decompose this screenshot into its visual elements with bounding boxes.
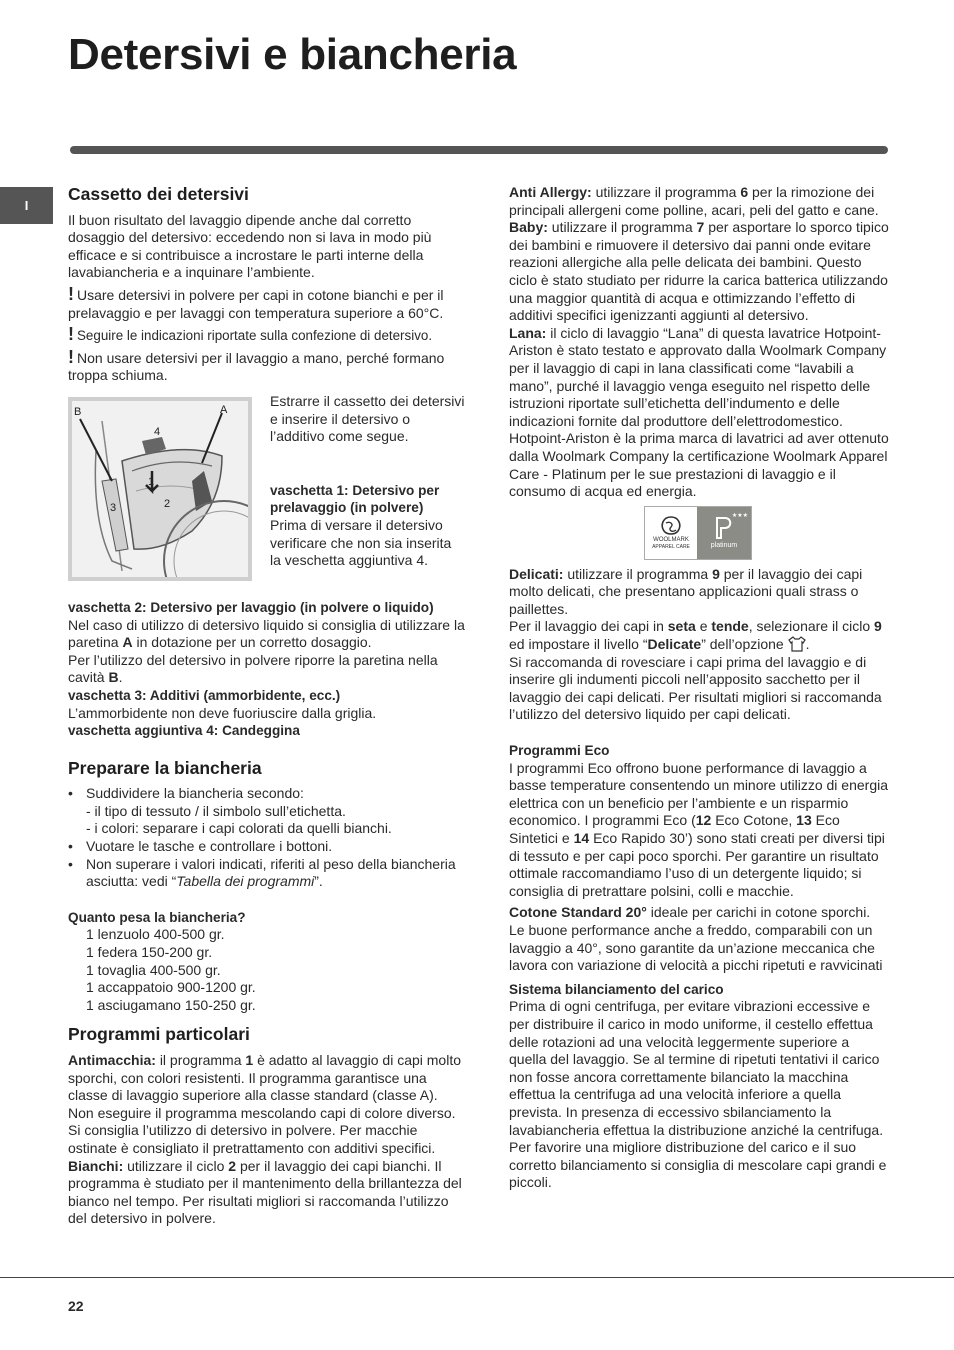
- compartment-2-text: Nel caso di utilizzo di detersivo liquido si consiglia di utilizzare la paretina A in dotazione per un corretto dosaggio.: [68, 616, 465, 651]
- drawer-instructions: [270, 393, 466, 570]
- bianchi-paragraph: Bianchi: utilizzare il ciclo 2 per il lavaggio dei capi bianchi. Il programma è studiato per il mantenimento della brillantezza del bianco nel tempo. Per risultati migliori si raccomanda l’utilizzo del detersivo in polvere.: [68, 1157, 462, 1227]
- list-item: 1 lenzuolo 400-500 gr.: [86, 926, 225, 943]
- drawer-block: [68, 393, 466, 599]
- warning-1: ! Usare detersivi in polvere per capi in cotone bianchi e per il prelavaggio e per lavaggi con temperatura superiore a 60°C.: [68, 283, 444, 321]
- section-heading-particolari: Programmi particolari: [68, 1024, 250, 1045]
- cassetto-intro: Il buon risultato del lavaggio dipende anche dal corretto dosaggio del detersivo: eccedendo non si lava in modo più efficace e si contribuisce a incrostare le parti interne della lavabiancheria e a inquinare l’ambiente.: [68, 211, 432, 281]
- list-item: • Suddividere la biancheria secondo: - il tipo di tessuto / il simbolo sull’etichetta. - i colori: separare i capi colorati da quelli bianchi.: [68, 785, 466, 838]
- drawer-drawing: [72, 401, 248, 577]
- compartment-2-text-powder: Per l’utilizzo del detersivo in polvere riporre la paretina nella cavità B.: [68, 651, 438, 686]
- eco-paragraph: I programmi Eco offrono buone performance di lavaggio a basse temperature consentendo un minore utilizzo di energia elettrica con un beneficio per l’ambiente e un risparmio economico. I programmi Eco (12 Eco Cotone, 13 Eco Sintetici e 14 Eco Rapido 30’) sono stati creati per diversi tipi di tessuto e per capi poco sporchi. Per garantire un risultato ottimale raccomandiamo l’uso di un detergente liquido; si consiglia di pretrattare polsini, colli e macchie.: [509, 759, 889, 899]
- warning-3: ! Non usare detersivi per il lavaggio a mano, perché formano troppa schiuma.: [68, 346, 445, 384]
- label-4: 4: [154, 425, 161, 438]
- antiallergy-paragraph: Anti Allergy: utilizzare il programma 6 per la rimozione dei principali allergeni come polline, acari, peli del gatto e cane.: [509, 184, 879, 218]
- page-title: Detersivi e biancheria: [68, 30, 517, 79]
- section-heading-preparare: Preparare la biancheria: [68, 757, 262, 778]
- label-3: 3: [110, 501, 117, 514]
- list-item: • Vuotare le tasche e controllare i bottoni.: [68, 838, 466, 856]
- label-b: B: [74, 405, 82, 418]
- footer-divider: [0, 1277, 954, 1278]
- extract-instruction: Estrarre il cassetto dei detersivi e inserire il detersivo o l’additivo come segue.: [270, 392, 465, 445]
- list-item: • Non superare i valori indicati, riferiti al peso della biancheria asciutta: vedi “Tabella dei programmi”.: [68, 856, 466, 891]
- compartment-3-title: vaschetta 3: Additivi (ammorbidente, ecc.): [68, 687, 341, 703]
- antimacchia-paragraph: Antimacchia: il programma 1 è adatto al lavaggio di capi molto sporchi, con colori resistenti. Il programma garantisce una classe di lavaggio superiore alla classe standard (classe A). Non eseguire il programma mescolando capi di colore diverso. Si consiglia l’utilizzo di detersivo in polvere. Per macchie ostinate è consigliato il pretrattamento con additivi specifici.: [68, 1052, 462, 1156]
- compartment-1-text: Prima di versare il detersivo verificare che non sia inserita la veschetta aggiuntiva 4.: [270, 516, 452, 569]
- label-a: A: [220, 403, 228, 416]
- warning-icon: !: [68, 283, 74, 304]
- list-item: 1 tovaglia 400-500 gr.: [86, 961, 221, 978]
- list-item: 1 accappatoio 900-1200 gr.: [86, 979, 256, 996]
- left-column: [68, 186, 466, 1228]
- sistema-heading: Sistema bilanciamento del carico: [509, 981, 724, 997]
- label-2: 2: [164, 497, 171, 510]
- woolmark-icon: [658, 515, 684, 537]
- lana-paragraph: Lana: il ciclo di lavaggio “Lana” di questa lavatrice Hotpoint-Ariston è stato testato e approvato dalla Woolmark Company per il lavaggio di capi in lana classificati come “lavabili a mano”, purché il lavaggio venga eseguito nel rispetto delle istruzioni riportate sull’etichetta dell’indumento e delle indicazioni fornite dal produttore dell’elettrodomestico. Hotpoint-Ariston è la prima marca di lavatrici ad aver ottenuto dalla Woolmark Company la certificazione Woolmark Apparel Care - Platinum per le sue prestazioni di lavaggio e il consumo di acqua ed energia.: [509, 324, 889, 500]
- detergent-drawer-illustration: [68, 397, 252, 581]
- warning-icon: !: [68, 346, 74, 367]
- sistema-paragraph: Prima di ogni centrifuga, per evitare vibrazioni eccessive e per distribuire il carico in modo uniforme, il cestello effettua delle rotazioni ad una velocità leggermente superiore a quella del lavaggio. Se al termine di ripetuti tentativi il carico non fosse ancora correttamente bilanciato la macchina effettua la centrifuga ad una velocità inferiore a quella prevista. In presenza di eccessivo sbilanciamento la lavabiancheria effettua la distribuzione anziché la centrifuga. Per favorire una migliore distribuzione del carico e il suo corretto bilanciamento si consiglia di mescolare capi grandi e piccoli.: [509, 998, 887, 1191]
- warning-2: ! Seguire le indicazioni riportate sulla confezione di detersivo.: [68, 324, 433, 345]
- delicati-paragraph: Delicati: utilizzare il programma 9 per il lavaggio dei capi molto delicati, che presentano applicazioni quali strass o paillettes.: [509, 565, 863, 617]
- warning-icon: !: [68, 324, 74, 345]
- title-divider: [70, 146, 888, 154]
- baby-paragraph: Baby: utilizzare il programma 7 per asportare lo sporco tipico dei bambini e rimuovere il detersivo dai panni onde evitare reazioni allergiche alla pelle delicata dei bambini. Questo ciclo è stato studiato per ridurre la carica batterica utilizzando una maggior quantità di acqua e ottimizzando l’effetto di additivi specifici igenizzanti aggiunti al detersivo.: [509, 219, 889, 324]
- delicati-advice: Si raccomanda di rovesciare i capi prima del lavaggio e di inserire gli indumenti piccoli nell’apposito sacchetto per il lavaggio dei capi delicati. Per risultati migliori si raccomanda l’utilizzo del detersivo liquido per capi delicati.: [509, 653, 882, 723]
- preparare-list: [68, 785, 466, 891]
- section-heading-cassetto: Cassetto dei detersivi: [68, 184, 249, 204]
- platinum-mark: ★★★ platinum: [697, 507, 751, 559]
- woolmark-logo: [644, 506, 752, 560]
- cotone-paragraph: Cotone Standard 20° ideale per carichi in cotone sporchi. Le buone performance anche a freddo, comparabili con un lavaggio a 40°, sono garantite da un’azione meccanica che lavora con variazione di velocità a picchi ripetuti e ravvicinati: [509, 904, 883, 974]
- weight-list: [68, 926, 466, 1014]
- compartment-1-title: vaschetta 1: Detersivo per prelavaggio (in polvere): [270, 482, 440, 516]
- label-1: 1: [148, 475, 155, 488]
- list-item: 1 federa 150-200 gr.: [86, 944, 213, 961]
- compartment-3-text: L’ammorbidente non deve fuoriuscire dalla griglia.: [68, 704, 377, 721]
- list-item: 1 asciugamano 150-250 gr.: [86, 996, 256, 1013]
- delicati-seta-paragraph: Per il lavaggio dei capi in seta e tende, selezionare il ciclo 9 ed impostare il livello “Delicate” dell’opzione .: [509, 618, 882, 653]
- eco-heading: Programmi Eco: [509, 743, 610, 759]
- weight-heading: Quanto pesa la biancheria?: [68, 909, 246, 925]
- woolmark-mark: WOOLMARK APPAREL CARE: [645, 507, 697, 559]
- compartment-2-title: vaschetta 2: Detersivo per lavaggio (in polvere o liquido): [68, 599, 434, 615]
- language-tab: I: [0, 187, 53, 224]
- compartment-4-title: vaschetta aggiuntiva 4: Candeggina: [68, 723, 300, 739]
- right-column: [509, 184, 889, 1192]
- shirt-option-icon: [788, 636, 806, 652]
- platinum-p-icon: [713, 516, 735, 540]
- page-number: 22: [68, 1298, 84, 1314]
